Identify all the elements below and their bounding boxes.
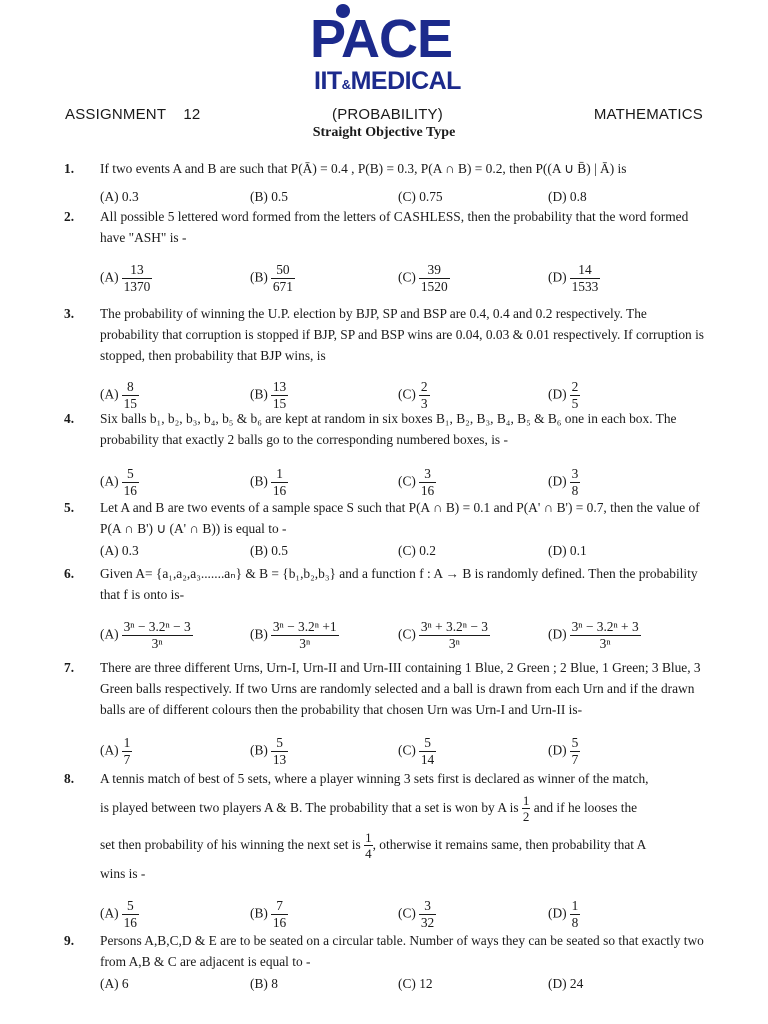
denominator: 14 bbox=[420, 752, 435, 767]
numerator: 3ⁿ − 3.2ⁿ +1 bbox=[272, 619, 337, 634]
option-label: (B) bbox=[250, 905, 268, 921]
option-label: (D) bbox=[548, 742, 567, 758]
option-a[interactable] bbox=[100, 898, 139, 931]
option-fraction bbox=[122, 262, 153, 295]
option-fraction bbox=[122, 898, 139, 931]
denominator: 16 bbox=[123, 915, 137, 930]
option-fraction bbox=[570, 735, 581, 768]
option-a[interactable] bbox=[100, 619, 193, 652]
option-c[interactable]: (C) 0.75 bbox=[398, 189, 443, 204]
question-text: Six balls b₁, b₂, b₃, b₄, b₅ & b₆ are kept at random in six boxes B₁, B₂, B₃, B₄, B₅ & B₆ one in each box. The probability that exactly 2 balls go to the corresponding numbered boxes, is - bbox=[100, 411, 677, 447]
option-fraction bbox=[419, 466, 436, 499]
question-number: 1. bbox=[64, 161, 75, 176]
denominator: 7 bbox=[123, 752, 131, 767]
section-subtitle: Straight Objective Type bbox=[312, 125, 456, 140]
option-label: (A) bbox=[100, 905, 119, 921]
numerator: 1 bbox=[365, 830, 372, 846]
option-d[interactable]: (D) 0.8 bbox=[548, 189, 587, 204]
option-c[interactable] bbox=[398, 735, 436, 768]
option-fraction bbox=[122, 735, 133, 768]
options bbox=[100, 735, 728, 767]
option-b[interactable] bbox=[250, 466, 288, 499]
numerator: 8 bbox=[122, 379, 139, 396]
question-line: wins is - bbox=[100, 866, 146, 881]
option-label: (A) bbox=[100, 626, 119, 642]
option-label: (B) bbox=[250, 473, 268, 489]
denominator: 8 bbox=[571, 915, 579, 930]
question-number: 8. bbox=[64, 771, 75, 786]
question-text: There are three different Urns, Urn-I, Urn-II and Urn-III containing 1 Blue, 2 Green ; 2 Blue, 1 Green; 3 Blue, 3 Green balls respectively. If two Urns are randomly selected and a ball is drawn from each Urn and if the drawn balls are of different colours then the probability that chosen Urn was Urn-I and Urn-II is- bbox=[100, 660, 701, 717]
options bbox=[100, 973, 728, 995]
denominator: 13 bbox=[272, 752, 287, 767]
denominator: 3ⁿ bbox=[448, 636, 460, 651]
option-d[interactable] bbox=[548, 735, 580, 768]
option-b[interactable]: (B) 0.5 bbox=[250, 189, 288, 204]
options bbox=[100, 262, 728, 294]
question-number: 7. bbox=[64, 660, 75, 675]
option-fraction bbox=[271, 735, 288, 768]
logo-sub bbox=[314, 68, 461, 98]
numerator: 7 bbox=[271, 898, 288, 915]
numerator: 5 bbox=[271, 735, 288, 752]
option-label: (C) bbox=[398, 742, 416, 758]
numerator: 1 bbox=[571, 898, 579, 913]
numerator: 13 bbox=[122, 262, 153, 279]
option-label: (A) bbox=[100, 386, 119, 402]
option-fraction bbox=[419, 898, 436, 931]
option-c[interactable]: (C) 0.2 bbox=[398, 543, 436, 558]
option-a[interactable]: (A) 6 bbox=[100, 976, 129, 991]
options bbox=[100, 898, 728, 930]
pace-logo bbox=[300, 4, 475, 96]
denominator: 7 bbox=[571, 752, 579, 767]
question-line bbox=[100, 826, 706, 863]
option-fraction bbox=[570, 466, 581, 499]
question-text: If two events A and B are such that P(Ā) = 0.4 , P(B) = 0.3, P(A ∩ B) = 0.2, then P((A ∪ B̄) | Ā) is bbox=[100, 161, 627, 176]
option-a[interactable] bbox=[100, 466, 139, 499]
option-fraction bbox=[122, 466, 139, 499]
text-segment: set then probability of his winning the next set is bbox=[100, 837, 361, 852]
inline-fraction bbox=[364, 830, 373, 861]
option-b[interactable] bbox=[250, 262, 295, 295]
denominator: 2 bbox=[522, 809, 530, 825]
question-line bbox=[100, 789, 706, 826]
option-label: (B) bbox=[250, 269, 268, 285]
option-d[interactable] bbox=[548, 898, 580, 931]
text-segment: , otherwise it remains same, then probability that A bbox=[372, 837, 647, 852]
numerator: 14 bbox=[570, 262, 601, 279]
option-label: (D) bbox=[548, 905, 567, 921]
question-line: A tennis match of best of 5 sets, where a player winning 3 sets first is declared as winner of the match, bbox=[100, 771, 649, 786]
options bbox=[100, 379, 728, 411]
option-b[interactable] bbox=[250, 735, 288, 768]
logo-sub-prefix: IIT bbox=[314, 67, 342, 95]
numerator: 3ⁿ − 3.2ⁿ + 3 bbox=[571, 619, 639, 634]
option-fraction bbox=[570, 262, 601, 295]
denominator: 3ⁿ bbox=[599, 636, 611, 651]
option-label: (B) bbox=[250, 626, 268, 642]
option-fraction bbox=[419, 735, 436, 768]
option-c[interactable] bbox=[398, 898, 436, 931]
denominator: 8 bbox=[571, 483, 579, 498]
denominator: 32 bbox=[420, 915, 435, 930]
question-text: Persons A,B,C,D & E are to be seated on a circular table. Number of ways they can be seated so that exactly two from A,B & C are adjacent is equal to - bbox=[100, 933, 704, 969]
denominator: 15 bbox=[123, 396, 137, 411]
option-d[interactable] bbox=[548, 466, 580, 499]
denominator: 1533 bbox=[571, 279, 599, 294]
option-d[interactable] bbox=[548, 262, 600, 295]
text-segment: is played between two players A & B. The probability that a set is won by A is bbox=[100, 800, 519, 815]
option-fraction bbox=[271, 898, 288, 931]
question-number: 2. bbox=[64, 209, 75, 224]
question-number: 5. bbox=[64, 500, 75, 515]
option-b[interactable] bbox=[250, 898, 288, 931]
logo-sub-amp: & bbox=[341, 77, 351, 92]
option-label: (C) bbox=[398, 626, 416, 642]
denominator: 16 bbox=[272, 915, 287, 930]
question-text bbox=[100, 768, 706, 884]
option-fraction bbox=[271, 466, 288, 499]
option-fraction bbox=[271, 619, 339, 652]
numerator: 2 bbox=[420, 379, 428, 394]
numerator: 13 bbox=[272, 379, 287, 394]
option-d[interactable]: (D) 24 bbox=[548, 976, 584, 991]
denominator: 15 bbox=[272, 396, 287, 411]
option-label: (C) bbox=[398, 269, 416, 285]
numerator: 3ⁿ − 3.2ⁿ − 3 bbox=[123, 619, 191, 634]
logo-main: PACE bbox=[310, 9, 453, 69]
option-fraction bbox=[419, 262, 450, 295]
question-text: All possible 5 lettered word formed from the letters of CASHLESS, then the probability that the word formed have "ASH" is - bbox=[100, 209, 689, 245]
denominator: 16 bbox=[123, 483, 137, 498]
question-text: Given A= {a₁,a₂,a₃.......aₙ} & B = {b₁,b₂,b₃} and a function f : A → B is randomly defined. Then the probability that f is onto is- bbox=[100, 566, 698, 602]
option-b[interactable]: (B) 8 bbox=[250, 976, 278, 991]
numerator: 3 bbox=[571, 466, 579, 481]
options bbox=[100, 540, 728, 562]
numerator: 39 bbox=[419, 262, 450, 279]
option-label: (D) bbox=[548, 269, 567, 285]
question-number: 3. bbox=[64, 306, 75, 321]
numerator: 2 bbox=[571, 379, 579, 394]
denominator: 3ⁿ bbox=[151, 636, 163, 651]
options bbox=[100, 186, 728, 208]
question-number: 9. bbox=[64, 933, 75, 948]
numerator: 3 bbox=[419, 466, 436, 483]
numerator: 50 bbox=[271, 262, 295, 279]
numerator: 1 bbox=[271, 466, 288, 483]
option-d[interactable] bbox=[548, 619, 641, 652]
option-b[interactable]: (B) 0.5 bbox=[250, 543, 288, 558]
numerator: 5 bbox=[122, 898, 139, 915]
denominator: 1370 bbox=[123, 279, 151, 294]
option-fraction bbox=[122, 619, 193, 652]
logo-sub-suffix: MEDICAL bbox=[350, 67, 461, 95]
numerator: 1 bbox=[123, 735, 131, 750]
option-a[interactable] bbox=[100, 262, 152, 295]
denominator: 4 bbox=[365, 846, 372, 862]
option-label: (A) bbox=[100, 473, 119, 489]
numerator: 5 bbox=[419, 735, 436, 752]
option-a[interactable]: (A) 0.3 bbox=[100, 543, 139, 558]
option-d[interactable]: (D) 0.1 bbox=[548, 543, 587, 558]
option-fraction bbox=[570, 898, 581, 931]
text-segment: and if he looses the bbox=[533, 800, 638, 815]
option-a[interactable]: (A) 0.3 bbox=[100, 189, 139, 204]
option-fraction bbox=[271, 262, 295, 295]
option-c[interactable] bbox=[398, 262, 450, 295]
denominator: 3ⁿ bbox=[299, 636, 311, 651]
denominator: 5 bbox=[571, 396, 579, 411]
option-label: (B) bbox=[250, 742, 268, 758]
denominator: 1520 bbox=[420, 279, 448, 294]
option-label: (C) bbox=[398, 473, 416, 489]
option-label: (C) bbox=[398, 905, 416, 921]
denominator: 3 bbox=[420, 396, 428, 411]
option-label: (D) bbox=[548, 473, 567, 489]
option-label: (D) bbox=[548, 626, 567, 642]
option-b[interactable] bbox=[250, 619, 339, 652]
option-c[interactable] bbox=[398, 466, 436, 499]
option-label: (B) bbox=[250, 386, 268, 402]
question-text: Let A and B are two events of a sample space S such that P(A ∩ B) = 0.1 and P(A' ∩ B') = 0.7, then the value of P(A ∩ B') ∪ (A' ∩ B)) is equal to - bbox=[100, 500, 700, 536]
option-label: (C) bbox=[398, 386, 416, 402]
numerator: 1 bbox=[522, 793, 530, 809]
question-number: 6. bbox=[64, 566, 75, 581]
numerator: 3ⁿ + 3.2ⁿ − 3 bbox=[420, 619, 488, 634]
options bbox=[100, 619, 728, 651]
option-a[interactable] bbox=[100, 735, 132, 768]
numerator: 5 bbox=[571, 735, 579, 750]
option-fraction bbox=[570, 619, 641, 652]
numerator: 5 bbox=[122, 466, 139, 483]
question-number: 4. bbox=[64, 411, 75, 426]
denominator: 16 bbox=[420, 483, 435, 498]
option-c[interactable]: (C) 12 bbox=[398, 976, 433, 991]
option-label: (A) bbox=[100, 742, 119, 758]
question-text: The probability of winning the U.P. election by BJP, SP and BSP are 0.4, 0.4 and 0.2 respectively. The probability that corruption is stopped if BJP, SP and BSP wins are 0.04, 0.03 & 0.01 respectively. If corruption is stopped, then probability that BJP wins, is bbox=[100, 306, 705, 363]
numerator: 3 bbox=[419, 898, 436, 915]
option-label: (A) bbox=[100, 269, 119, 285]
denominator: 16 bbox=[272, 483, 287, 498]
option-c[interactable] bbox=[398, 619, 490, 652]
subject-label: MATHEMATICS bbox=[593, 106, 703, 123]
inline-fraction bbox=[522, 793, 531, 824]
option-label: (D) bbox=[548, 386, 567, 402]
assignment-label: ASSIGNMENT 12 bbox=[65, 106, 201, 123]
option-fraction bbox=[419, 619, 490, 652]
denominator: 671 bbox=[272, 279, 293, 294]
options bbox=[100, 466, 728, 498]
topic-label: (PROBABILITY) bbox=[332, 106, 443, 123]
